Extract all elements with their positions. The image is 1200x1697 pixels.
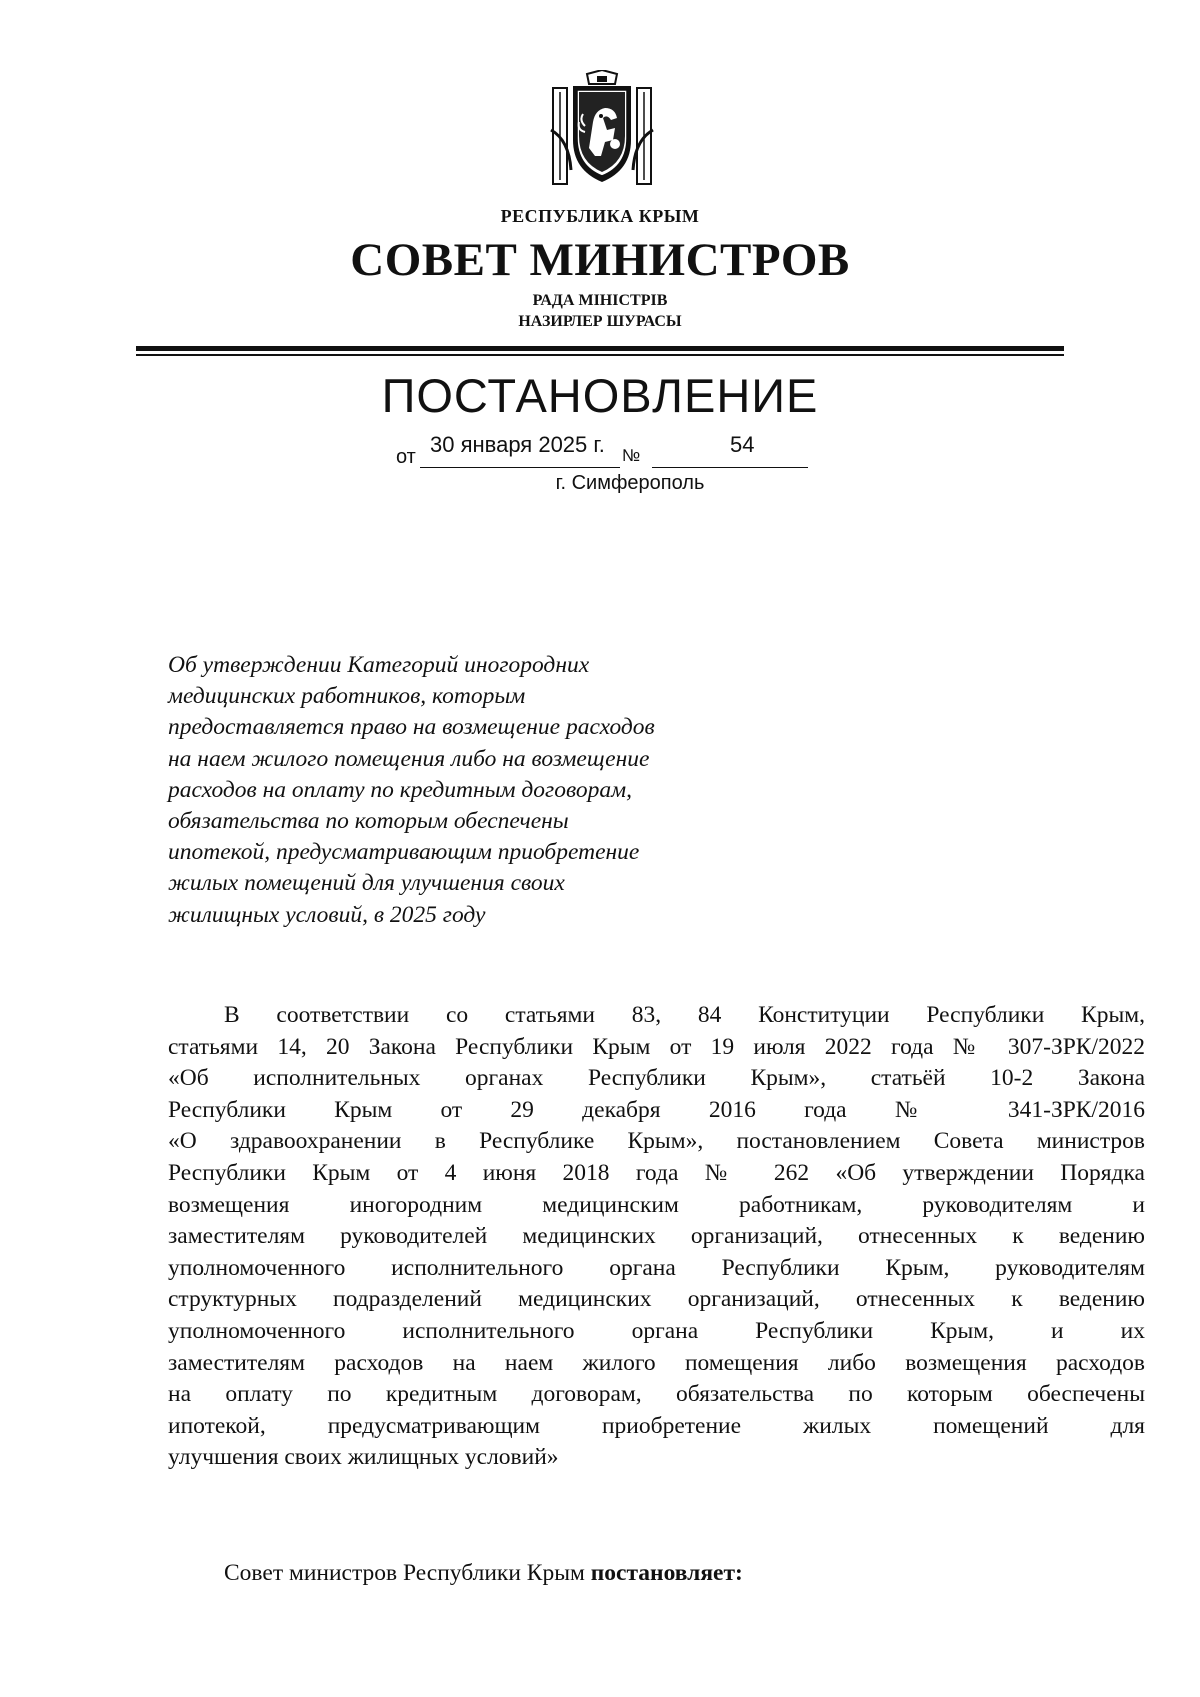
subject-line: жилых помещений для улучшения своих <box>168 870 565 897</box>
body-line: заместителям расходов на наем жилого помещения либо возмещения расходов <box>168 1349 1145 1376</box>
decree-city: г. Симферополь <box>555 472 705 494</box>
body-line: улучшения своих жилищных условий» <box>168 1444 559 1471</box>
header-divider-thick <box>136 346 1064 351</box>
body-line: Республики Крым от 4 июня 2018 года № 262 «Об утверждении Порядка <box>168 1159 1145 1186</box>
republic-label: РЕСПУБЛИКА КРЫМ <box>500 206 700 226</box>
subject-line: ипотекой, предусматривающим приобретение <box>168 839 640 866</box>
body-line: уполномоченного исполнительного органа Республики Крым, руководителям <box>168 1254 1145 1281</box>
body-line: структурных подразделений медицинских организаций, отнесенных к ведению <box>168 1286 1145 1313</box>
body-line: Республики Крым от 29 декабря 2016 года № 341-ЗРК/2016 <box>168 1096 1145 1123</box>
subject-line: обязательства по которым обеспечены <box>168 808 569 835</box>
subject-line: на наем жилого помещения либо на возмещение <box>168 745 650 772</box>
council-title-crimean-tatar: НАЗИРЛЕР ШУРАСЫ <box>518 313 682 330</box>
header-divider-thin <box>136 354 1064 356</box>
number-underline <box>652 467 808 468</box>
body-line: уполномоченного исполнительного органа Республики Крым, и их <box>168 1317 1145 1344</box>
decree-dateline <box>396 432 816 468</box>
from-label: от <box>396 446 416 468</box>
subject-line: жилищных условий, в 2025 году <box>168 901 486 928</box>
coat-of-arms-icon <box>549 70 655 188</box>
resolution-prefix: Совет министров Республики Крым <box>224 1560 591 1586</box>
decree-number: 54 <box>730 432 755 457</box>
subject-line: предоставляется право на возмещение расходов <box>168 714 655 741</box>
decree-date: 30 января 2025 г. <box>430 432 605 457</box>
decree-subject <box>168 650 808 931</box>
body-line: статьями 14, 20 Закона Республики Крым от 19 июля 2022 года № 307-ЗРК/2022 <box>168 1033 1145 1060</box>
subject-line: медицинских работников, которым <box>168 683 526 710</box>
council-title: СОВЕТ МИНИСТРОВ <box>350 234 850 286</box>
council-title-ukrainian: РАДА МІНІСТРІВ <box>532 292 668 309</box>
body-line: «Об исполнительных органах Республики Крым», статьёй 10-2 Закона <box>168 1065 1145 1092</box>
body-line: ипотекой, предусматривающим приобретение жилых помещений для <box>168 1412 1145 1439</box>
number-label: № <box>622 446 641 465</box>
body-line: «О здравоохранении в Республике Крым», постановлением Совета министров <box>168 1128 1145 1155</box>
subject-line: Об утверждении Категорий иногородних <box>168 652 590 678</box>
decree-preamble <box>168 1000 1145 1474</box>
subject-line: расходов на оплату по кредитным договорам, <box>168 776 632 803</box>
body-line: на оплату по кредитным договорам, обязательства по которым обеспечены <box>168 1381 1145 1408</box>
resolution-verb: постановляет: <box>590 1560 743 1586</box>
body-line: заместителям руководителей медицинских организаций, отнесенных к ведению <box>168 1223 1145 1250</box>
body-line: В соответствии со статьями 83, 84 Конституции Республики Крым, <box>224 1002 1145 1028</box>
body-line: возмещения иногородним медицинским работникам, руководителям и <box>168 1191 1145 1218</box>
resolution-clause <box>224 1560 743 1587</box>
decree-title: ПОСТАНОВЛЕНИЕ <box>381 369 819 422</box>
date-underline <box>420 467 620 468</box>
